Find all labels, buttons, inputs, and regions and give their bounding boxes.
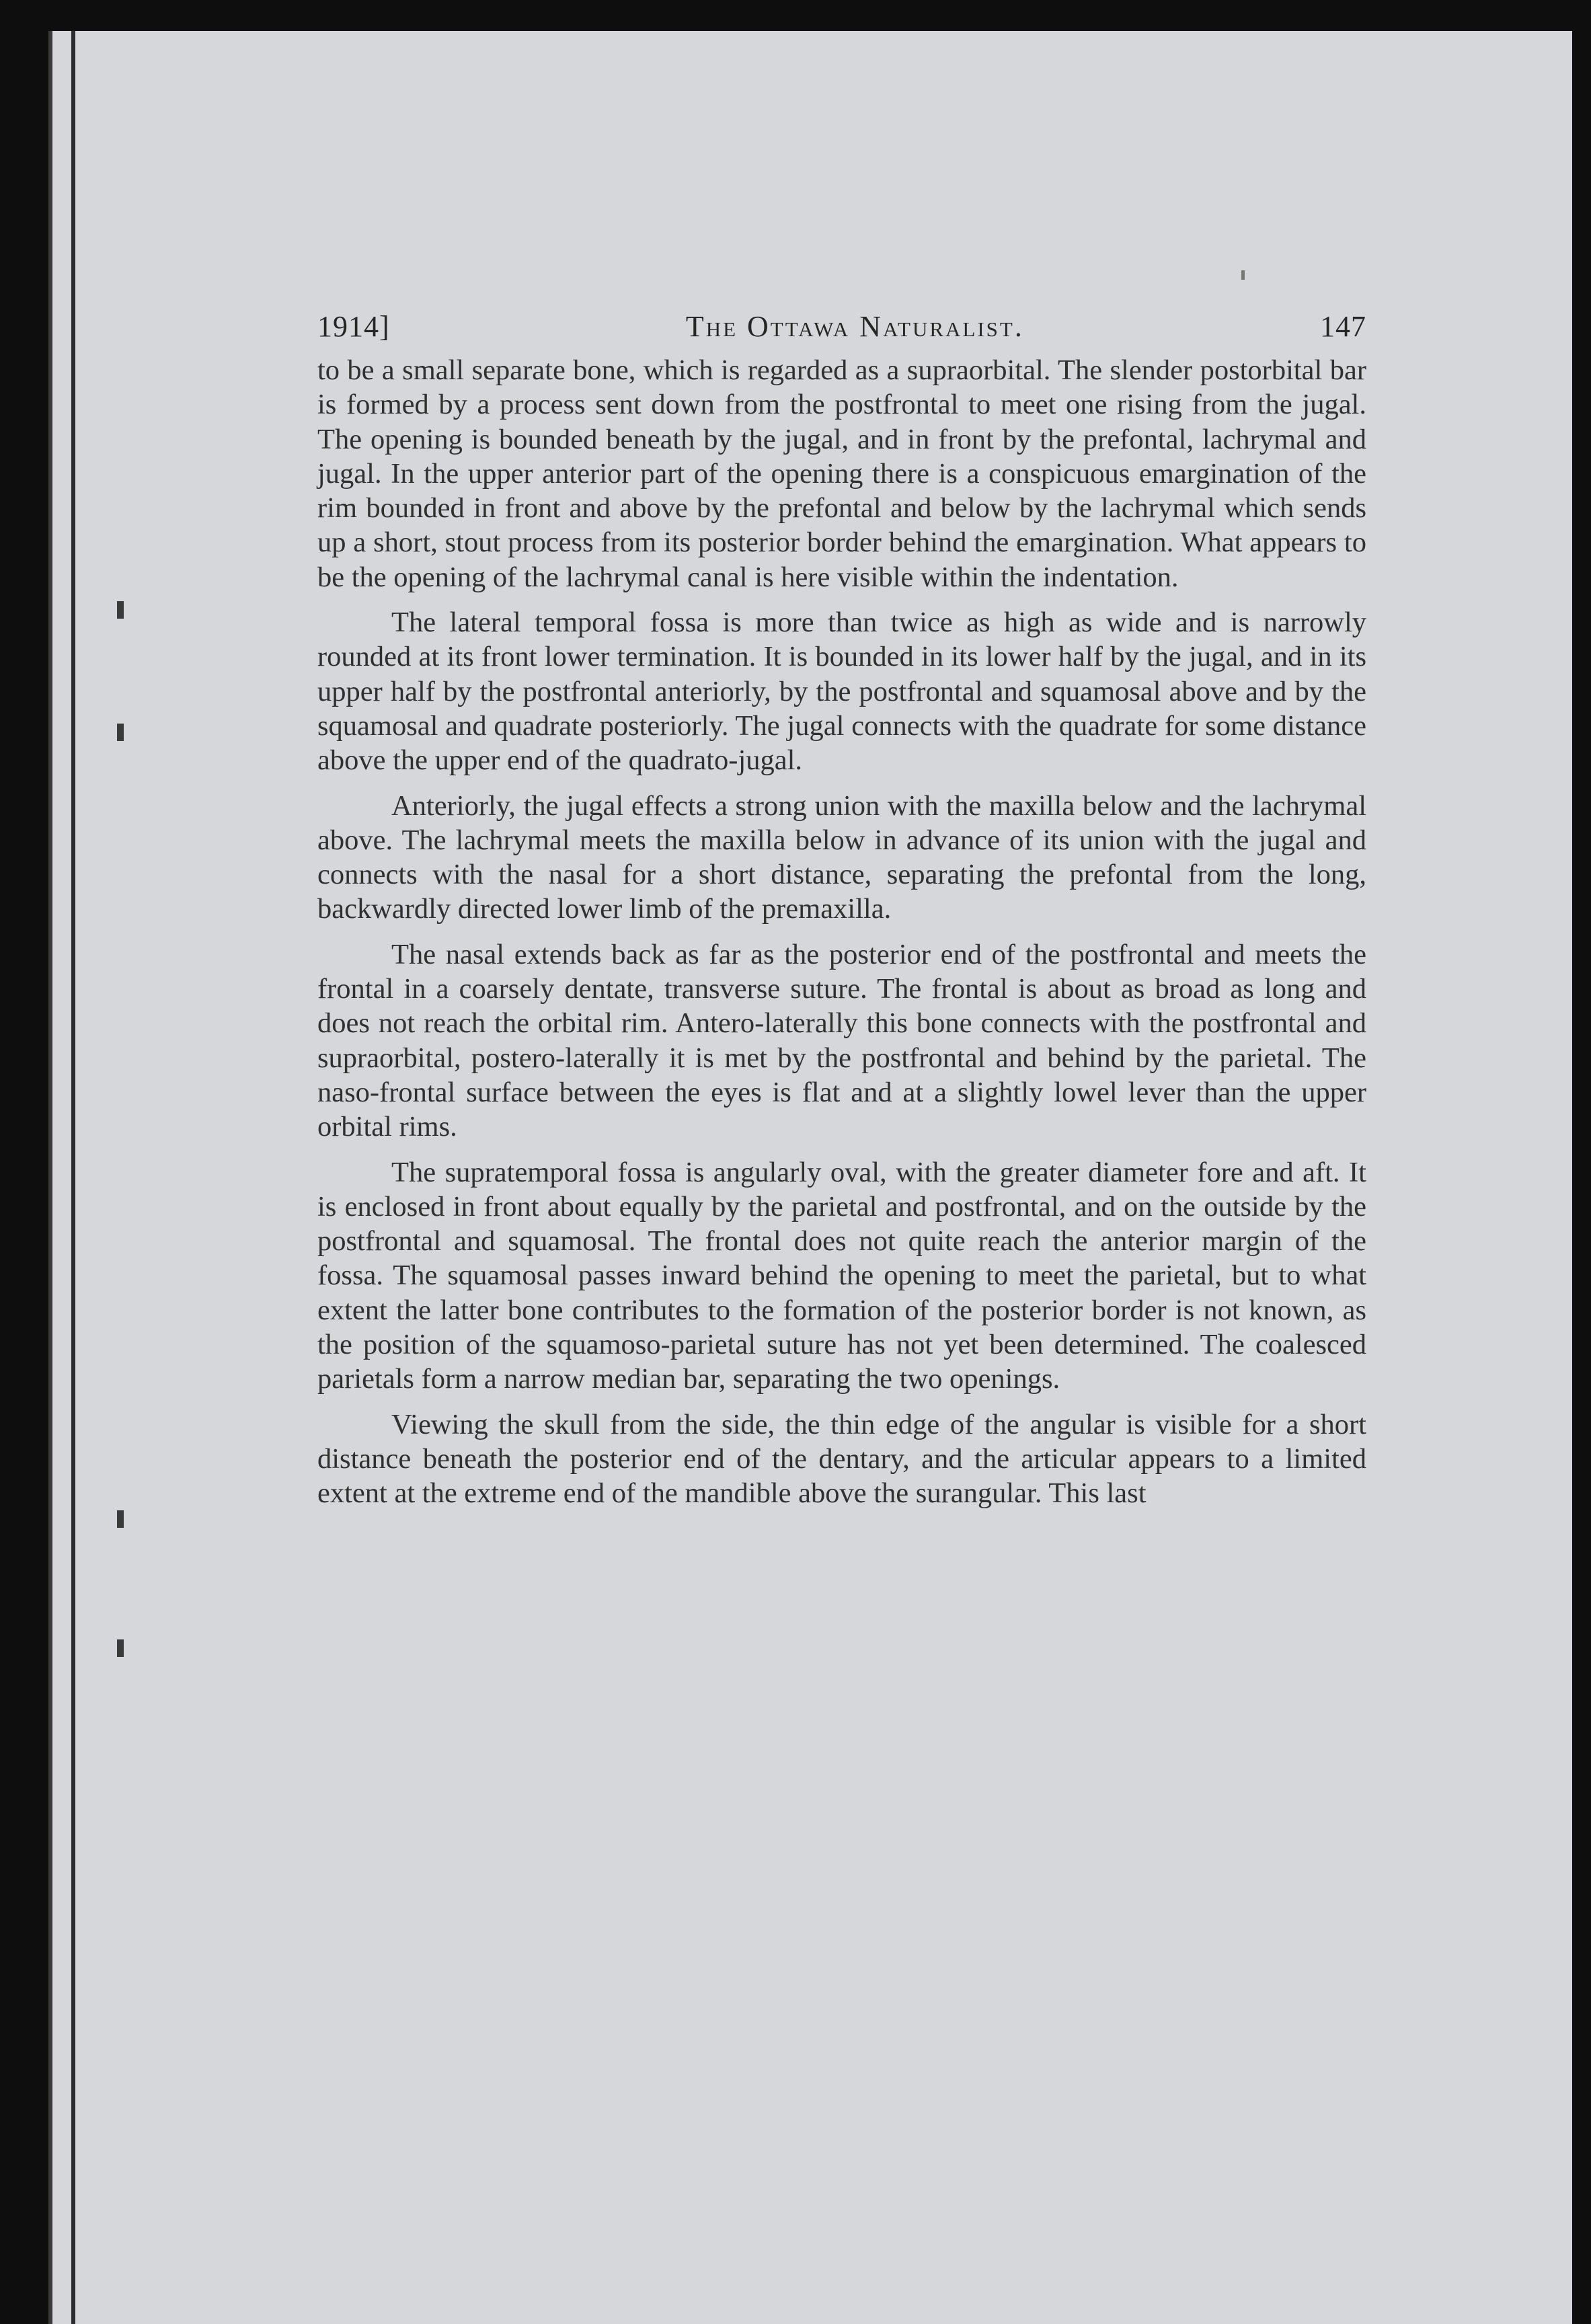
margin-mark [117,601,124,619]
body-paragraph-jugal-union: Anteriorly, the jugal effects a strong union with the maxilla below and the lachrymal above. The lachrymal meets the maxilla below in advance of its union with the jugal and connects with the nasal for a short distance, separating the prefontal from the long, backwardly directed lower limb of the premaxilla. [317,789,1366,925]
body-paragraph-supratemporal-fossa: The supratemporal fossa is angularly oval, with the greater diameter fore and aft. It is enclosed in front about equally by the parietal and postfrontal, and on the outside by the postfrontal and squamosal. The frontal does not quite reach the anterior margin of the fossa. The squamosal passes inward behind the opening to meet the parietal, but to what extent the latter bone contributes to the formation of the posterior border is not known, as the position of the squamoso-parietal suture has not yet been determined. The coalesced parietals form a narrow median bar, separating the two openings. [317,1156,1366,1395]
margin-mark [117,1510,124,1528]
scan-tick-mark [1241,270,1245,280]
page-spine-line [71,31,75,2324]
journal-title: The Ottawa Naturalist. [685,310,1024,343]
body-paragraph-lateral-temporal-fossa: The lateral temporal fossa is more than twice as high as wide and is narrowly rounded at its front lower termination. It is bounded in its lower half by the jugal, and in its upper half by the postfrontal anteriorly, by the postfrontal and squamosal above and by the squamosal and quadrate posteriorly. The jugal connects with the quadrate for some distance above the upper end of the quadrato-jugal. [317,607,1366,777]
body-paragraph-skull-side-view: Viewing the skull from the side, the thin edge of the angular is visible for a short distance beneath the posterior end of the dentary, and the articular appears to a limited extent at the extreme end of the mandible above the surangular. This last [317,1408,1366,1510]
page-number: 147 [1320,310,1366,343]
margin-mark [117,724,124,741]
margin-mark [117,1639,124,1657]
page-text-block [317,309,1366,1522]
body-paragraph-continued: to be a small separate bone, which is regarded as a supraorbital. The slender postorbital bar is formed by a process sent down from the postfrontal to meet one rising from the jugal. The opening is bounded beneath by the jugal, and in front by the prefontal, lachrymal and jugal. In the upper anterior part of the opening there is a conspicuous emargination of the rim bounded in front and above by the prefontal and below by the lachrymal which sends up a short, stout process from its posterior border behind the emargination. What appears to be the opening of the lachrymal canal is here visible within the indentation. [317,354,1366,593]
running-head-year: 1914] [317,310,390,343]
body-paragraph-nasal: The nasal extends back as far as the posterior end of the postfrontal and meets the frontal in a coarsely dentate, transverse suture. The frontal is about as broad as long and does not reach the orbital rim. Antero-laterally this bone connects with the postfrontal and supraorbital, postero-laterally it is met by the postfrontal and behind by the parietal. The naso-frontal surface between the eyes is flat and at a slightly lowel lever than the upper orbital rims. [317,938,1366,1143]
running-head [317,309,1366,344]
